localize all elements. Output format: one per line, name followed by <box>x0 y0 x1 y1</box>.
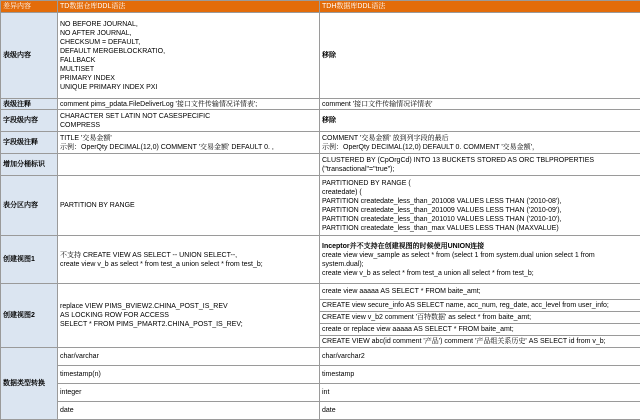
header-diff: 差异内容 <box>1 1 58 13</box>
row-partition <box>1 176 640 236</box>
td-line: NO BEFORE JOURNAL, <box>60 20 317 29</box>
td-line: MULTISET <box>60 65 317 74</box>
row-label: 增加分桶标识 <box>1 154 58 176</box>
row-types-3 <box>1 384 640 402</box>
row-label: 创建视图1 <box>1 236 58 284</box>
td-line: AS LOCKING ROW FOR ACCESS <box>60 311 317 320</box>
td-line: UNIQUE PRIMARY INDEX PXI <box>60 83 317 92</box>
td-cell: comment pims_pdata.FileDeliverLog '接口文件传输情况详情表'; <box>58 99 320 110</box>
tdh-cell <box>320 176 640 236</box>
td-line: NO AFTER JOURNAL, <box>60 29 317 38</box>
row-types-1 <box>1 348 640 366</box>
row-label: 字段级内容 <box>1 110 58 132</box>
tdh-line: PARTITIONED BY RANGE ( <box>322 179 638 188</box>
header-tdh: TDH数据库DDL语法 <box>320 1 640 13</box>
td-line: 示例：OperQty DECIMAL(12,0) COMMENT '交易金额' DEFAULT 0. , <box>60 143 317 152</box>
row-field-attr <box>1 110 640 132</box>
td-line: TITLE '交易金额' <box>60 134 317 143</box>
td-line: create view v_b as select * from test_a union select * from test_b; <box>60 260 317 269</box>
tdh-cell: 移除 <box>320 13 640 99</box>
row-view1 <box>1 236 640 284</box>
tdh-line: CREATE view v_b2 comment '百特数据' as select * from baite_amt; <box>320 312 640 324</box>
tdh-cell <box>320 154 640 176</box>
tdh-line: 示例：OperQty DECIMAL(12,0) DEFAULT 0. COMMENT '交易金额'， <box>322 143 638 152</box>
tdh-cell <box>320 284 640 348</box>
td-line: PRIMARY INDEX <box>60 74 317 83</box>
tdh-line: CREATE view secure_info AS SELECT name, acc_num, reg_date, acc_level from user_info; <box>320 300 640 312</box>
row-label: 字段级注释 <box>1 132 58 154</box>
td-cell <box>58 154 320 176</box>
row-table-comment <box>1 99 640 110</box>
row-label: 表级内容 <box>1 13 58 99</box>
td-cell <box>58 236 320 284</box>
td-type: integer <box>58 384 320 402</box>
tdh-line: PARTITION createdate_less_than_201010 VALUES LESS THAN ('2010-10'), <box>322 215 638 224</box>
tdh-line: Inceptor并不支持在创建视图的时候使用UNION连接 <box>322 242 638 251</box>
tdh-line: ("transactional"="true"); <box>322 165 638 174</box>
tdh-line: create or replace view aaaaa AS SELECT * FROM baite_amt; <box>320 324 640 336</box>
row-label: 数据类型转换 <box>1 348 58 420</box>
tdh-line: create view v_b as select * from test_a union all select * from test_b; <box>322 269 638 278</box>
header-td: TD数据仓库DDL语法 <box>58 1 320 13</box>
td-line: COMPRESS <box>60 121 317 130</box>
td-cell <box>58 13 320 99</box>
row-label: 表级注释 <box>1 99 58 110</box>
tdh-cell <box>320 236 640 284</box>
td-line: DEFAULT MERGEBLOCKRATIO, <box>60 47 317 56</box>
tdh-line: COMMENT '交易金额' 放到列字段的最后 <box>322 134 638 143</box>
tdh-line: system.dual); <box>322 260 638 269</box>
td-cell: PARTITION BY RANGE <box>58 176 320 236</box>
td-type: timestamp(n) <box>58 366 320 384</box>
tdh-line: PARTITION createdate_less_than_201008 VALUES LESS THAN ('2010-08'), <box>322 197 638 206</box>
row-label: 表分区内容 <box>1 176 58 236</box>
tdh-type: timestamp <box>320 366 640 384</box>
tdh-line: createdate) ( <box>322 188 638 197</box>
td-line: CHARACTER SET LATIN NOT CASESPECIFIC <box>60 112 317 121</box>
row-table-attr <box>1 13 640 99</box>
header-row <box>1 1 640 13</box>
row-label: 创建视图2 <box>1 284 58 348</box>
tdh-cell: 移除 <box>320 110 640 132</box>
row-field-comment <box>1 132 640 154</box>
tdh-cell <box>320 132 640 154</box>
td-type: date <box>58 402 320 420</box>
tdh-line: CREATE VIEW abc(id comment '产品') comment '产品组关系历史' AS SELECT id from v_b; <box>320 336 640 347</box>
row-view2 <box>1 284 640 348</box>
td-line: CHECKSUM = DEFAULT, <box>60 38 317 47</box>
td-cell <box>58 110 320 132</box>
tdh-type: int <box>320 384 640 402</box>
tdh-line: create view view_sample as select * from (select 1 from system.dual union select 1 from <box>322 251 638 260</box>
row-bucket <box>1 154 640 176</box>
row-types-2 <box>1 366 640 384</box>
tdh-type: date <box>320 402 640 420</box>
tdh-cell: comment '接口文件传输情况详情表' <box>320 99 640 110</box>
td-cell <box>58 132 320 154</box>
td-line: replace VIEW PIMS_BVIEW2.CHINA_POST_IS_REV <box>60 302 317 311</box>
tdh-line: PARTITION createdate_less_than_201009 VALUES LESS THAN ('2010-09'), <box>322 206 638 215</box>
td-line: FALLBACK <box>60 56 317 65</box>
td-cell <box>58 284 320 348</box>
td-line: SELECT * FROM PIMS_PMART2.CHINA_POST_IS_REV; <box>60 320 317 329</box>
td-type: char/varchar <box>58 348 320 366</box>
tdh-line: PARTITION createdate_less_than_max VALUES LESS THAN (MAXVALUE) <box>322 224 638 233</box>
td-line: 不支持 CREATE VIEW AS SELECT -- UNION SELECT--, <box>60 251 317 260</box>
tdh-type: char/varchar2 <box>320 348 640 366</box>
tdh-line: create view aaaaa AS SELECT * FROM baite_amt; <box>320 284 640 300</box>
tdh-line: CLUSTERED BY (CpOrgCd) INTO 13 BUCKETS STORED AS ORC TBLPROPERTIES <box>322 156 638 165</box>
